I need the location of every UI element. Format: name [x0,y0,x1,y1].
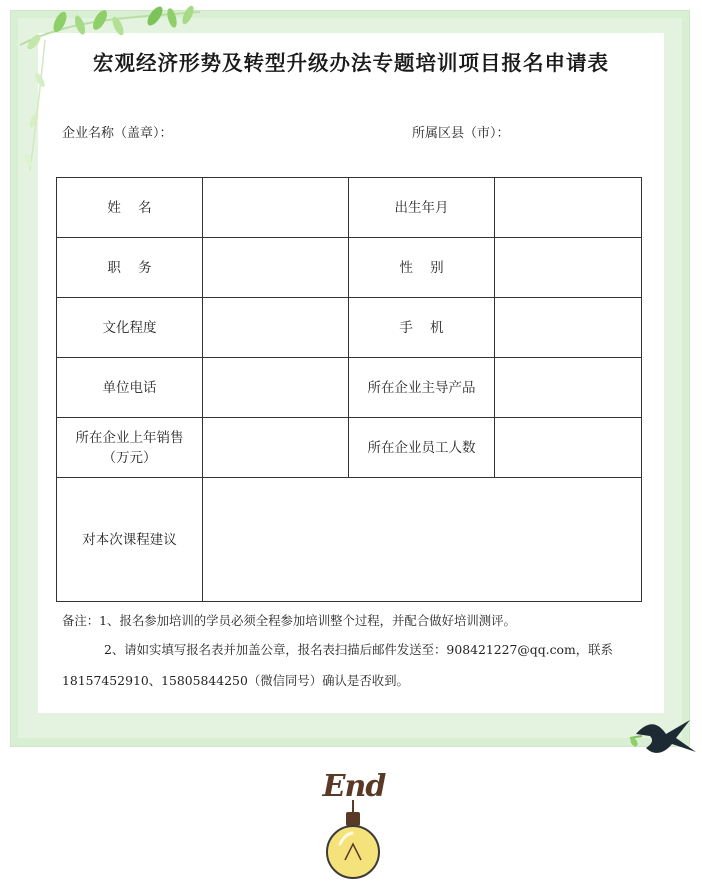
education-label: 文化程度 [57,298,203,358]
table-row [57,238,642,298]
employee-count-field[interactable] [495,418,642,478]
company-name-label: 企业名称（盖章）： [62,126,173,141]
end-text: End [322,769,386,804]
mobile-field[interactable] [495,298,642,358]
mobile-label: 手 机 [349,298,495,358]
registration-table [56,177,642,602]
form-title: 宏观经济形势及转型升级办法专题培训项目报名申请表 [93,51,609,75]
table-row [57,298,642,358]
light-bulb-icon [318,800,388,885]
company-phone-field[interactable] [203,358,349,418]
course-suggestion-field[interactable] [203,478,642,602]
main-product-label: 所在企业主导产品 [349,358,495,418]
course-suggestion-label: 对本次课程建议 [57,478,203,602]
company-phone-label: 单位电话 [57,358,203,418]
name-field[interactable] [203,178,349,238]
position-label: 职 务 [57,238,203,298]
last-year-sales-field[interactable] [203,418,349,478]
table-row [57,178,642,238]
gender-label: 性 别 [349,238,495,298]
employee-count-label: 所在企业员工人数 [349,418,495,478]
birth-date-label: 出生年月 [349,178,495,238]
table-row [57,418,642,478]
last-year-sales-label: 所在企业上年销售（万元） [57,418,203,478]
table-row [57,358,642,418]
note-line-2: 2、请如实填写报名表并加盖公章，报名表扫描后邮件发送至：908421227@qq.com，联系 [104,642,613,657]
table-row [57,478,642,602]
leaf-decoration-icon [0,0,240,190]
main-product-field[interactable] [495,358,642,418]
name-label: 姓 名 [57,178,203,238]
swallow-icon [628,712,698,762]
education-field[interactable] [203,298,349,358]
gender-field[interactable] [495,238,642,298]
position-field[interactable] [203,238,349,298]
note-line-3: 18157452910、15805844250（微信同号）确认是否收到。 [62,673,409,688]
birth-date-field[interactable] [495,178,642,238]
region-label: 所属区县（市）： [412,126,510,141]
note-line-1: 备注：1、报名参加培训的学员必须全程参加培训整个过程，并配合做好培训测评。 [62,613,516,628]
